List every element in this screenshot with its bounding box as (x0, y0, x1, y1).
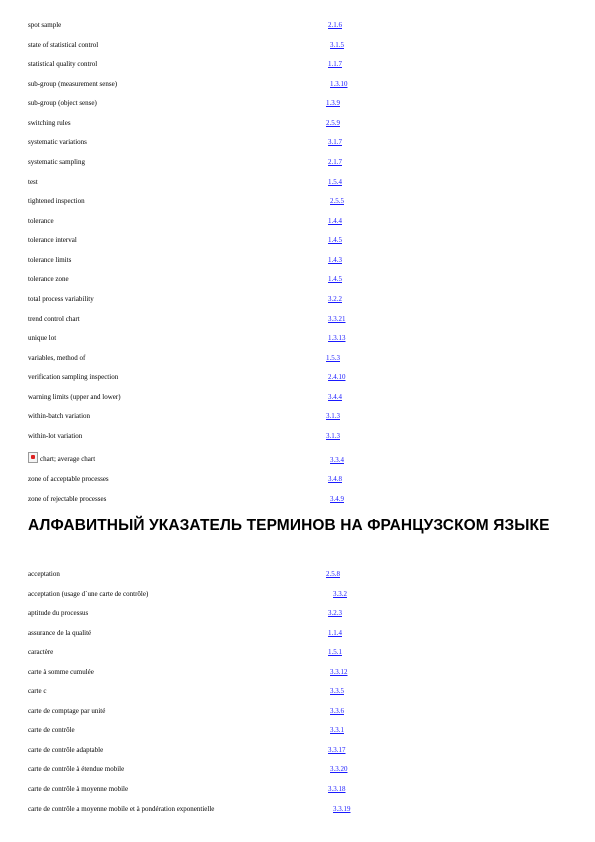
index-term-text: carte c (28, 687, 47, 695)
index-entry (0, 589, 595, 603)
index-term-text: verification sampling inspection (28, 373, 119, 381)
index-entry (0, 411, 595, 425)
index-reference-link[interactable]: 1.4.4 (328, 217, 342, 225)
index-term-text: switching rules (28, 119, 71, 127)
index-reference-link[interactable]: 3.3.17 (328, 746, 346, 754)
index-reference-link[interactable]: 1.4.5 (328, 275, 342, 283)
index-entry (0, 40, 595, 54)
index-reference-link[interactable]: 3.3.21 (328, 315, 346, 323)
index-term (28, 764, 124, 775)
index-entry (0, 294, 595, 308)
index-term (28, 235, 77, 246)
index-term-text: test (28, 178, 38, 186)
index-entry (0, 474, 595, 488)
index-term (28, 40, 98, 51)
index-reference-link[interactable]: 3.2.3 (328, 609, 342, 617)
index-reference-link[interactable]: 2.5.8 (326, 570, 340, 578)
index-term (28, 333, 56, 344)
index-term (28, 725, 75, 736)
index-term (28, 79, 117, 90)
index-reference-link[interactable]: 3.3.5 (330, 687, 344, 695)
index-term-text: carte de contrôle a moyenne mobile et à pondération exponentielle (28, 805, 215, 813)
index-term-text: tolerance interval (28, 236, 77, 244)
index-term (28, 372, 118, 383)
index-term (28, 686, 46, 697)
index-entry (0, 177, 595, 191)
index-term-text: sub-group (measurement sense) (28, 80, 118, 88)
index-entry (0, 628, 595, 642)
index-term-text: warning limits (upper and lower) (28, 393, 121, 401)
index-term-text: state of statistical control (28, 41, 99, 49)
index-term-text: assurance de la qualité (28, 629, 92, 637)
index-entry (0, 725, 595, 739)
index-term-text: systematic variations (28, 138, 87, 146)
index-entry (0, 314, 595, 328)
index-entry (0, 353, 595, 367)
index-term-text: sub-group (object sense) (28, 99, 97, 107)
index-entry (0, 784, 595, 798)
index-reference-link[interactable]: 1.3.9 (326, 99, 340, 107)
index-term (28, 706, 105, 717)
index-term (28, 196, 85, 207)
index-term-text: within-batch variation (28, 412, 91, 420)
index-entry (0, 372, 595, 386)
index-term (28, 20, 61, 31)
index-entry (0, 647, 595, 661)
index-term-text: tolerance (28, 217, 54, 225)
index-term (28, 628, 91, 639)
index-reference-link[interactable]: 1.5.3 (326, 354, 340, 362)
index-term (28, 255, 71, 266)
index-reference-link[interactable]: 3.3.1 (330, 726, 344, 734)
index-term (28, 589, 148, 600)
index-reference-link[interactable]: 2.1.6 (328, 21, 342, 29)
index-term (28, 745, 103, 756)
index-entry (0, 274, 595, 288)
index-term-text: within-lot variation (28, 432, 83, 440)
index-reference-link[interactable]: 3.1.5 (330, 41, 344, 49)
index-reference-link[interactable]: 3.1.3 (326, 412, 340, 420)
index-term (28, 431, 82, 442)
index-reference-link[interactable]: 3.2.2 (328, 295, 342, 303)
index-term (28, 392, 121, 403)
index-reference-link[interactable]: 3.4.8 (328, 475, 342, 483)
index-entry (0, 686, 595, 700)
index-entry (0, 235, 595, 249)
index-entry (0, 255, 595, 269)
index-term-text: statistical quality control (28, 60, 98, 68)
index-entry (0, 764, 595, 778)
index-entry (0, 59, 595, 73)
index-term-text: carte de contrôle adaptable (28, 746, 104, 754)
index-reference-link[interactable]: 1.5.4 (328, 178, 342, 186)
index-term-text: variables, method of (28, 354, 86, 362)
index-term-text: tolerance zone (28, 275, 69, 283)
index-term (28, 353, 85, 364)
index-reference-link[interactable]: 3.4.4 (328, 393, 342, 401)
index-term (28, 177, 38, 188)
index-entry (0, 392, 595, 406)
index-term (28, 608, 88, 619)
index-entry (0, 569, 595, 583)
index-entry (0, 118, 595, 132)
index-term (28, 294, 94, 305)
index-reference-link[interactable]: 3.1.3 (326, 432, 340, 440)
index-reference-link[interactable]: 3.3.18 (328, 785, 346, 793)
index-term-text: tightened inspection (28, 197, 85, 205)
index-entry (0, 79, 595, 93)
index-term (28, 784, 128, 795)
index-reference-link[interactable]: 3.1.7 (328, 138, 342, 146)
index-term-text: zone of acceptable processes (28, 475, 109, 483)
index-term (28, 494, 106, 505)
index-reference-link[interactable]: 2.1.7 (328, 158, 342, 166)
index-term (28, 411, 90, 422)
index-term (28, 98, 97, 109)
index-term (28, 647, 53, 658)
index-term-text: carte de contrôle (28, 726, 75, 734)
index-term-text: carte de contrôle à moyenne mobile (28, 785, 129, 793)
index-entry (0, 667, 595, 681)
index-entry (0, 804, 595, 818)
index-term (28, 667, 94, 678)
index-term-text: carte de contrôle à étendue mobile (28, 765, 125, 773)
french-index-heading: АЛФАВИТНЫЙ УКАЗАТЕЛЬ ТЕРМИНОВ НА ФРАНЦУЗСКОМ ЯЗЫКЕ (28, 517, 550, 534)
index-entry (0, 608, 595, 622)
index-reference-link[interactable]: 3.3.20 (330, 765, 348, 773)
index-reference-link[interactable]: 3.3.12 (330, 668, 348, 676)
index-entry (0, 157, 595, 171)
index-reference-link[interactable]: 1.4.5 (328, 236, 342, 244)
index-term-text: chart; average chart (40, 455, 96, 463)
index-reference-link[interactable]: 3.3.4 (330, 456, 344, 464)
index-entry (0, 431, 595, 445)
index-reference-link[interactable]: 1.4.3 (328, 256, 342, 264)
index-term-text: total process variability (28, 295, 94, 303)
index-term (28, 569, 60, 580)
index-reference-link[interactable]: 3.3.2 (333, 590, 347, 598)
index-reference-link[interactable]: 3.3.6 (330, 707, 344, 715)
index-reference-link[interactable]: 1.5.1 (328, 648, 342, 656)
index-entry (0, 20, 595, 34)
index-reference-link[interactable]: 2.5.5 (330, 197, 344, 205)
index-entry (0, 216, 595, 230)
index-entry (0, 333, 595, 347)
index-term-text: trend control chart (28, 315, 80, 323)
index-term-text: carte à somme cumulée (28, 668, 94, 676)
index-entry (0, 98, 595, 112)
index-entry (0, 137, 595, 151)
index-term-text: caractère (28, 648, 54, 656)
index-term (28, 118, 71, 129)
index-term-text: carte de comptage par unité (28, 707, 106, 715)
index-reference-link[interactable]: 1.1.4 (328, 629, 342, 637)
index-reference-link[interactable]: 1.3.10 (330, 80, 348, 88)
index-term (28, 804, 214, 815)
index-term (28, 274, 69, 285)
index-term-text: systematic sampling (28, 158, 85, 166)
index-reference-link[interactable]: 1.1.7 (328, 60, 342, 68)
index-reference-link[interactable]: 2.4.10 (328, 373, 346, 381)
index-term-text: tolerance limits (28, 256, 72, 264)
index-term (28, 216, 54, 227)
index-term (28, 314, 80, 325)
index-term (28, 137, 87, 148)
index-reference-link[interactable]: 2.5.9 (326, 119, 340, 127)
index-term-text: acceptation (usage d´une carte de contrôle) (28, 590, 149, 598)
index-entry (0, 455, 595, 469)
index-entry (0, 494, 595, 508)
index-entry (0, 745, 595, 759)
index-term (28, 474, 109, 485)
index-reference-link[interactable]: 3.3.19 (333, 805, 351, 813)
index-entry (0, 196, 595, 210)
index-reference-link[interactable]: 3.4.9 (330, 495, 344, 503)
index-term-text: spot sample (28, 21, 62, 29)
index-entry (0, 706, 595, 720)
index-term-text: unique lot (28, 334, 57, 342)
index-term-text: acceptation (28, 570, 60, 578)
index-term (28, 452, 95, 465)
index-reference-link[interactable]: 1.3.13 (328, 334, 346, 342)
index-term-text: zone of rejectable processes (28, 495, 107, 503)
index-term (28, 157, 85, 168)
index-term (28, 59, 97, 70)
broken-image-icon (28, 452, 38, 463)
index-term-text: aptitude du processus (28, 609, 89, 617)
